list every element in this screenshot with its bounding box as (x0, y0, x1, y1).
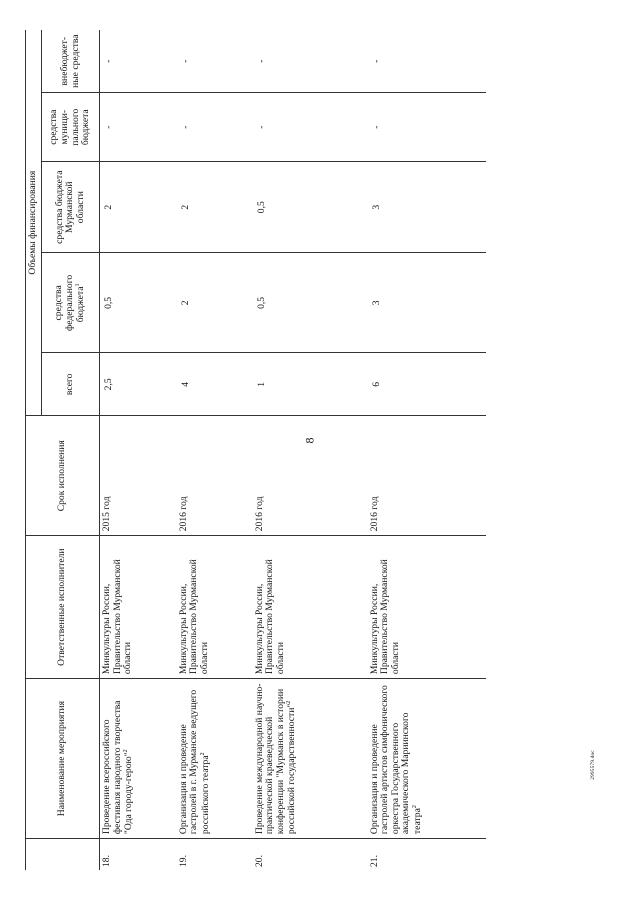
table-row (368, 30, 486, 870)
header-extra: внебюджет-ные средства (42, 30, 100, 93)
row-municipal: - (253, 93, 368, 162)
row-number: 18. (100, 839, 177, 870)
row-extra: - (368, 30, 486, 93)
row-executors: Минкультуры России, Правительство Мурманской области (368, 536, 486, 679)
header-federal: средства федерального бюджета$^1$ (42, 253, 100, 353)
financing-table-rotated (25, 30, 550, 870)
row-federal: 0,5 (100, 253, 177, 353)
row-number: 19. (177, 855, 189, 867)
row-executors: Минкультуры России, Правительство Мурманской области (177, 536, 253, 679)
row-name: Проведение международной научно-практической краеведческой конференции "Мурманск в истории российской государственности"$^2$ (253, 679, 368, 839)
table-row (100, 30, 177, 870)
header-number (26, 839, 100, 870)
row-total: 6 (368, 353, 486, 416)
row-name: Организация и проведение гастролей артистов симфонического оркестра Государственного академического Мариинского театра$^2$ (368, 679, 486, 839)
row-municipal: - (100, 93, 177, 162)
row-regional: 0,5 (253, 161, 368, 252)
row-total: 1 (253, 353, 368, 416)
header-volumes: Объемы финансирования (26, 30, 42, 416)
row-regional: 2 (100, 161, 177, 252)
row-name: Организация и проведение гастролей в г. Мурманске ведущего российского театра$^2$ (177, 679, 253, 839)
row-extra: - (177, 30, 253, 93)
row-regional: 3 (368, 161, 486, 252)
row-deadline: 2016 год (177, 416, 253, 536)
row-deadline: 2015 год (100, 416, 177, 536)
header-total: всего (42, 353, 100, 416)
row-number: 21. (368, 855, 380, 867)
row-name: Проведение всероссийского фестиваля народного творчества "Ода городу-герою"$^2$ (100, 679, 177, 839)
financing-table (25, 30, 486, 870)
page-number: 8 (302, 437, 317, 444)
row-extra: - (100, 30, 177, 93)
header-deadline: Срок исполнения (26, 416, 100, 536)
row-deadline: 2016 год (368, 416, 486, 536)
row-deadline: 2016 год (253, 416, 368, 536)
document-footer: 2995579.doc (589, 750, 596, 780)
row-executors: Минкультуры России, Правительство Мурманской области (253, 536, 368, 679)
row-federal: 3 (368, 253, 486, 353)
row-extra: - (253, 30, 368, 93)
header-executors: Ответственные исполнители (26, 536, 100, 679)
row-municipal: - (368, 93, 486, 162)
row-federal: 2 (177, 253, 253, 353)
row-total: 4 (177, 353, 253, 416)
row-number: 20. (253, 855, 265, 867)
row-federal: 0,5 (253, 253, 368, 353)
header-municipal: средства муници-пального бюджета (42, 93, 100, 162)
table-row (177, 30, 253, 870)
table-row (253, 30, 368, 870)
row-municipal: - (177, 93, 253, 162)
row-executors: Минкультуры России, Правительство Мурманской области (100, 536, 177, 679)
header-name: Наименование мероприятия (26, 679, 100, 839)
header-regional: средства бюджета Мурманской области (42, 161, 100, 252)
row-total: 2,5 (100, 353, 177, 416)
row-regional: 2 (177, 161, 253, 252)
